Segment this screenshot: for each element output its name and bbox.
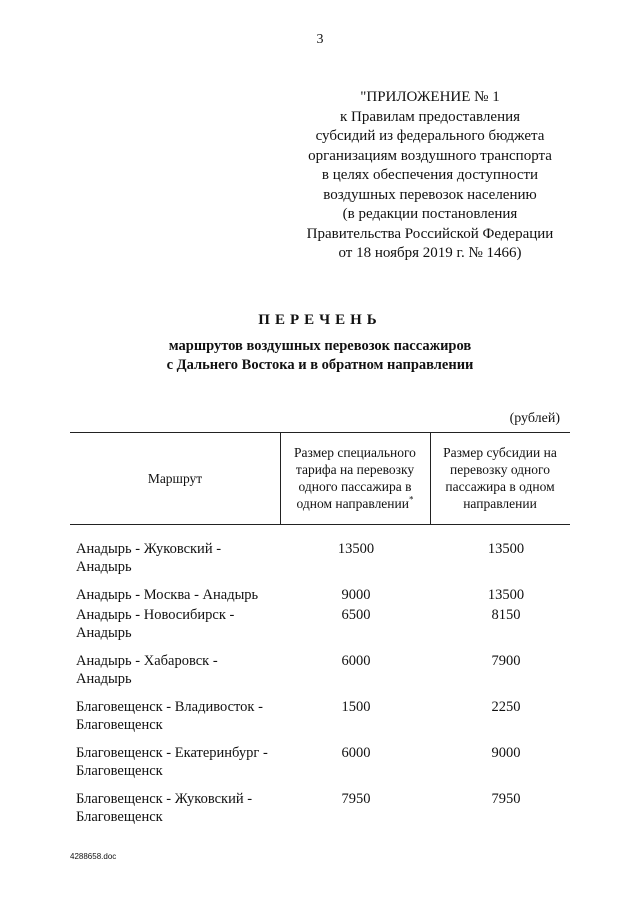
subtitle-line-2: с Дальнего Востока и в обратном направлении: [166, 357, 474, 373]
table-header: [70, 432, 570, 524]
appendix-line: Правительства Российской Федерации: [306, 225, 554, 242]
table-row: [76, 606, 570, 652]
route-cell: Анадырь - Жуковский - Анадырь: [76, 541, 222, 575]
route-cell: Анадырь - Хабаровск - Анадырь: [76, 653, 218, 687]
units-label: (рублей): [509, 411, 560, 426]
route-cell: Благовещенск - Жуковский - Благовещенск: [76, 791, 253, 825]
page-number: 3: [316, 32, 324, 47]
subsidy-cell: 9000: [491, 745, 521, 761]
table-body: [76, 540, 570, 836]
subsidy-cell: 7950: [491, 791, 521, 807]
header-tariff-text: [282, 444, 428, 512]
appendix-line: от 18 ноября 2019 г. № 1466): [338, 245, 522, 261]
subtitle-line-1: маршрутов воздушных перевозок пассажиров: [168, 338, 472, 354]
appendix-line: "ПРИЛОЖЕНИЕ № 1: [360, 89, 500, 105]
appendix-header: [290, 88, 570, 264]
subsidy-cell: 2250: [491, 699, 521, 715]
header-tariff-label: Размер специального тарифа на перевозку одного пассажира в одном направлении: [294, 445, 416, 511]
header-subsidy-label: Размер субсидии на перевозку одного пассажира в одном направлении: [443, 445, 557, 511]
tariff-cell: 6000: [341, 653, 371, 669]
column-divider: [280, 432, 281, 524]
appendix-line: воздушных перевозок населению: [323, 186, 537, 203]
subsidy-cell: 8150: [491, 607, 521, 623]
document-subtitle: [0, 337, 640, 375]
table-row: [76, 790, 570, 836]
tariff-cell: 1500: [341, 699, 371, 715]
header-route-label: Маршрут: [147, 470, 203, 486]
table-row: [76, 586, 570, 606]
document-title: ПЕРЕЧЕНЬ: [258, 312, 382, 328]
header-route: [70, 432, 280, 524]
appendix-line: (в редакции постановления: [342, 206, 518, 222]
tariff-cell: 13500: [337, 541, 375, 557]
route-cell: Благовещенск - Владивосток - Благовещенск: [76, 699, 263, 733]
table-row: [76, 698, 570, 744]
column-divider: [430, 432, 431, 524]
table-row: [76, 540, 570, 586]
appendix-line: субсидий из федерального бюджета: [315, 128, 545, 144]
subsidy-cell: 13500: [487, 587, 525, 603]
header-tariff: [282, 432, 428, 524]
route-cell: Благовещенск - Екатеринбург - Благовещенск: [76, 745, 268, 779]
tariff-cell: 9000: [341, 587, 371, 603]
table-row: [76, 652, 570, 698]
route-cell: Анадырь - Москва - Анадырь: [76, 587, 259, 603]
footnote-mark: *: [408, 494, 414, 505]
footer-filename: 4288658.doc: [70, 852, 117, 861]
appendix-line: организациям воздушного транспорта: [308, 147, 552, 164]
route-cell: Анадырь - Новосибирск - Анадырь: [76, 607, 235, 641]
tariff-cell: 6500: [341, 607, 371, 623]
subsidy-cell: 7900: [491, 653, 521, 669]
table-row: [76, 744, 570, 790]
subsidy-cell: 13500: [487, 541, 525, 557]
tariff-cell: 6000: [341, 745, 371, 761]
tariff-cell: 7950: [341, 791, 371, 807]
header-subsidy: [432, 432, 568, 524]
appendix-line: к Правилам предоставления: [339, 108, 521, 125]
table-header-bottom-rule: [70, 524, 570, 525]
appendix-line: в целях обеспечения доступности: [321, 167, 539, 183]
